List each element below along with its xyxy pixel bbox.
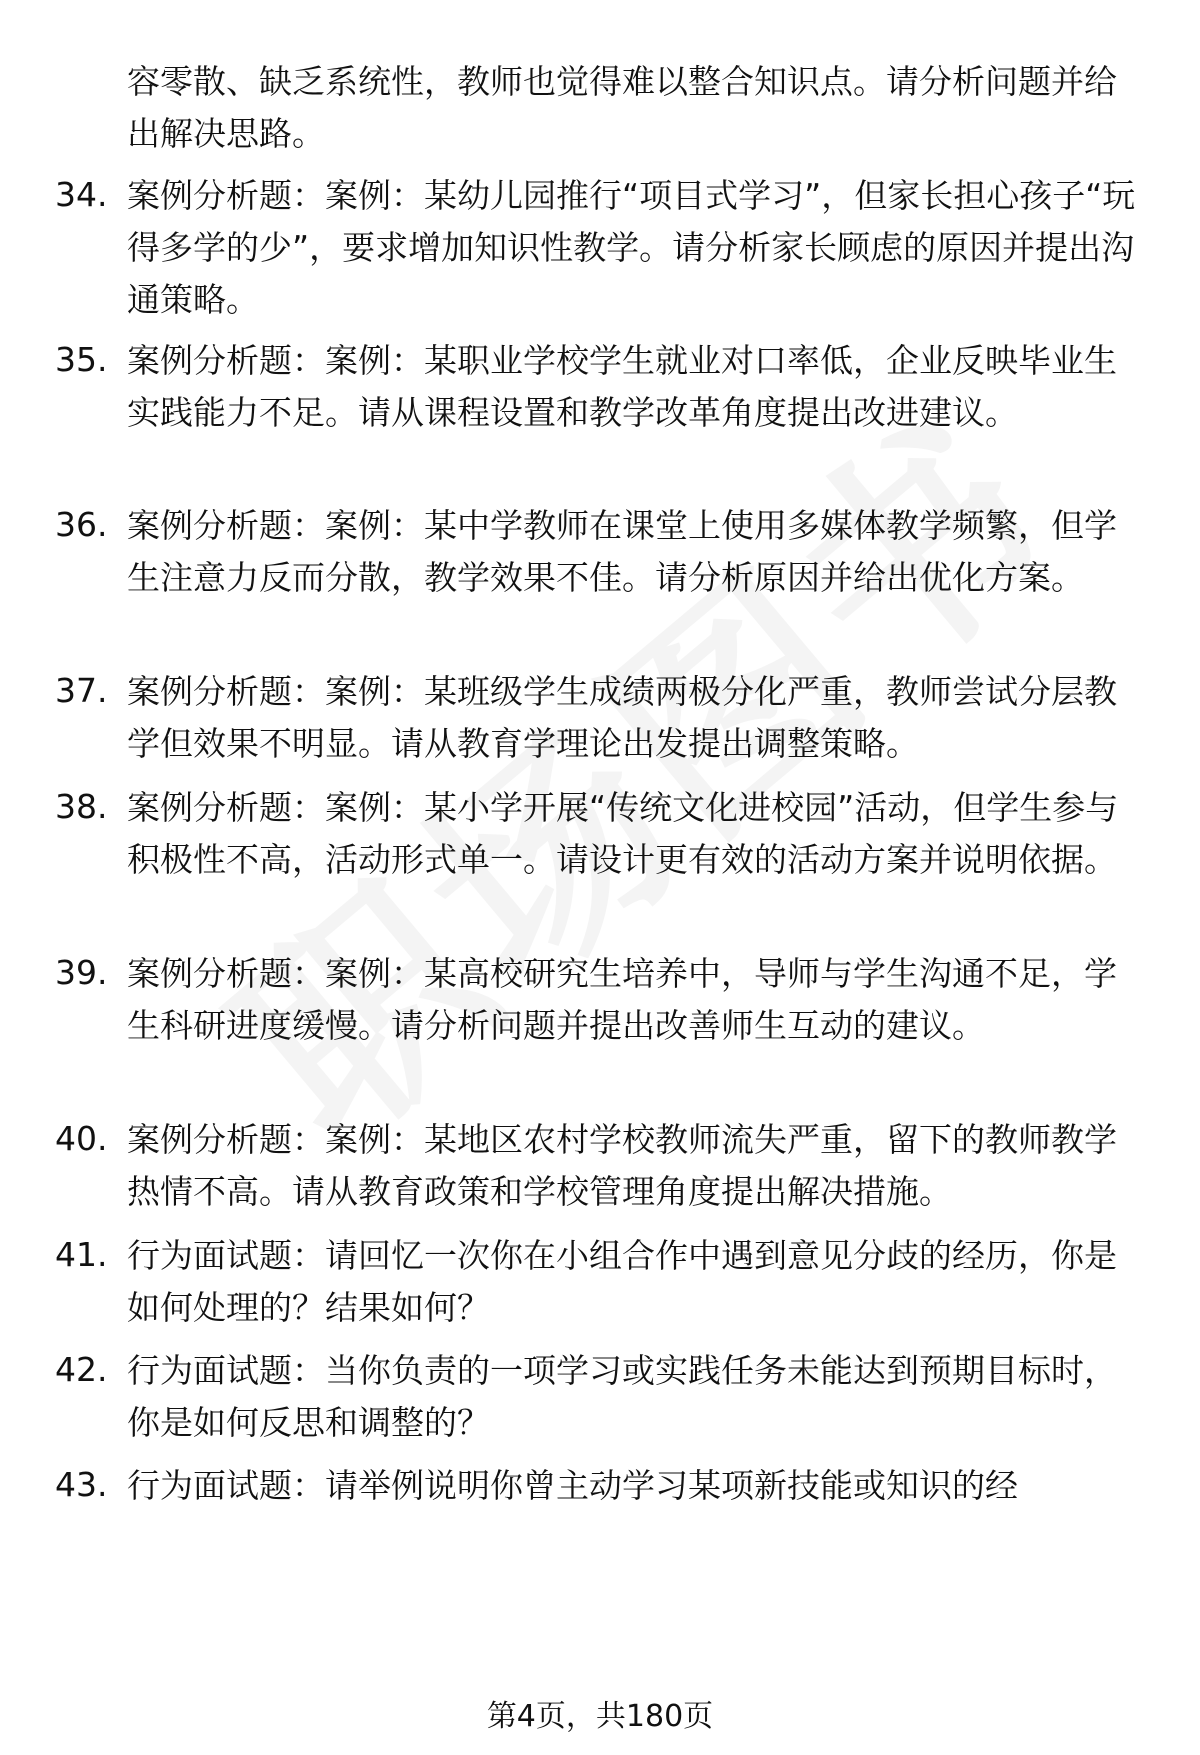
question-number: 40. (55, 1119, 108, 1158)
question-number: 39. (55, 953, 108, 992)
question-text: 案例分析题：案例：某地区农村学校教师流失严重，留下的教师教学热情不高。请从教育政策和学校管理角度提出解决措施。 (127, 1120, 1117, 1211)
page-footer: 第4页，共180页 (486, 1699, 714, 1734)
question-item (55, 948, 1155, 1052)
question-text: 案例分析题：案例：某高校研究生培养中，导师与学生沟通不足，学生科研进度缓慢。请分析问题并提出改善师生互动的建议。 (127, 954, 1117, 1045)
question-text: 案例分析题：案例：某中学教师在课堂上使用多媒体教学频繁，但学生注意力反而分散，教学效果不佳。请分析原因并给出优化方案。 (127, 506, 1117, 597)
question-item (55, 1114, 1155, 1218)
question-item (55, 666, 1155, 770)
question-number: 41. (55, 1235, 108, 1274)
question-item (55, 500, 1155, 604)
question-item (55, 1230, 1155, 1334)
question-item (55, 170, 1155, 326)
question-number: 34. (55, 175, 108, 214)
question-number: 36. (55, 505, 108, 544)
question-item (55, 335, 1155, 439)
question-number: 37. (55, 671, 108, 710)
continuation-paragraph (55, 56, 1155, 160)
question-item (55, 1460, 1155, 1512)
question-item (55, 1345, 1155, 1449)
question-text: 行为面试题：当你负责的一项学习或实践任务未能达到预期目标时，你是如何反思和调整的？ (127, 1351, 1117, 1442)
continuation-text: 容零散、缺乏系统性，教师也觉得难以整合知识点。请分析问题并给出解决思路。 (127, 62, 1117, 153)
question-number: 42. (55, 1350, 108, 1389)
question-number: 35. (55, 340, 108, 379)
question-text: 案例分析题：案例：某幼儿园推行“项目式学习”，但家长担心孩子“玩得多学的少”，要求增加知识性教学。请分析家长顾虑的原因并提出沟通策略。 (127, 176, 1136, 319)
question-text: 行为面试题：请回忆一次你在小组合作中遇到意见分歧的经历，你是如何处理的？结果如何？ (127, 1236, 1117, 1327)
question-text: 案例分析题：案例：某职业学校学生就业对口率低，企业反映毕业生实践能力不足。请从课程设置和教学改革角度提出改进建议。 (127, 341, 1117, 432)
question-number: 43. (55, 1465, 108, 1504)
question-item (55, 782, 1155, 886)
question-text: 案例分析题：案例：某小学开展“传统文化进校园”活动，但学生参与积极性不高，活动形式单一。请设计更有效的活动方案并说明依据。 (127, 788, 1119, 879)
question-text: 案例分析题：案例：某班级学生成绩两极分化严重，教师尝试分层教学但效果不明显。请从教育学理论出发提出调整策略。 (127, 672, 1117, 763)
question-text: 行为面试题：请举例说明你曾主动学习某项新技能或知识的经 (127, 1466, 1018, 1505)
question-number: 38. (55, 787, 108, 826)
